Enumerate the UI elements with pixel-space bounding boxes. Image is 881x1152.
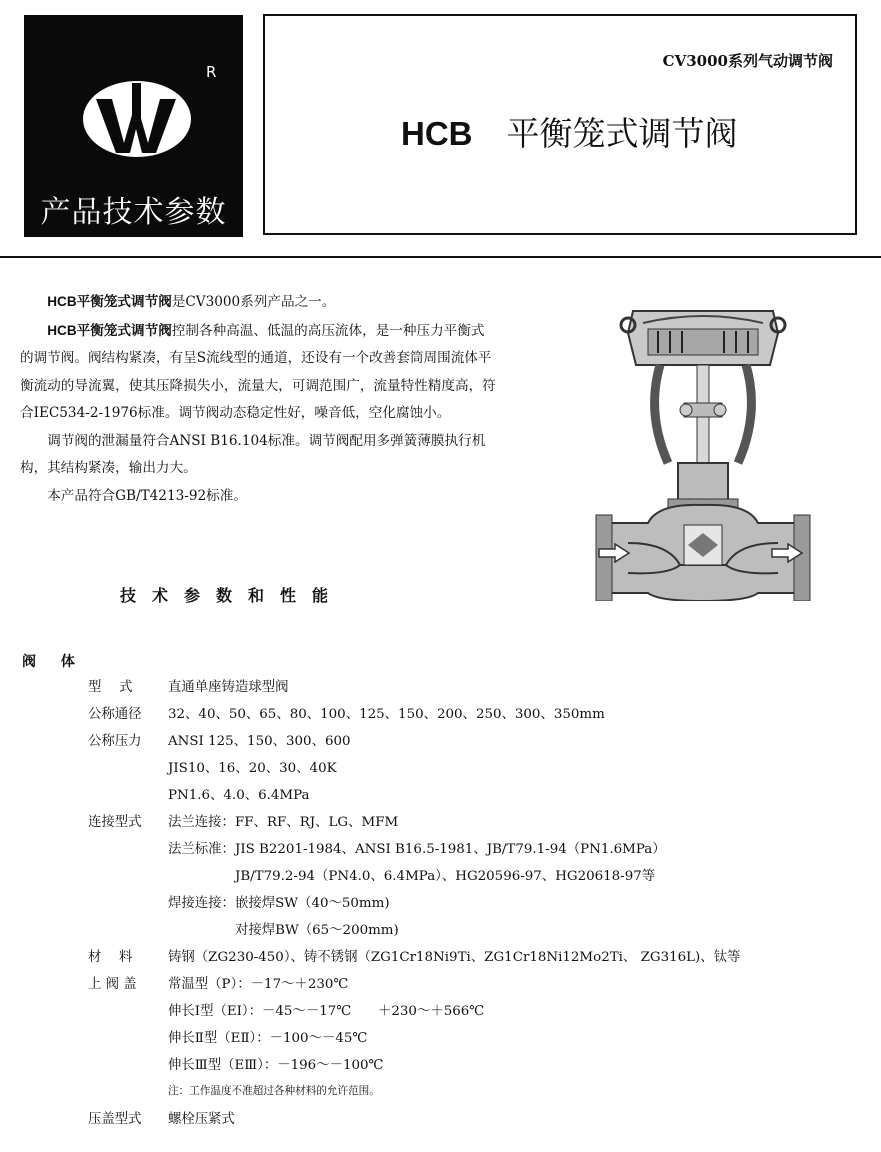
spec-row — [88, 699, 740, 726]
product-name: HCB平衡笼式调节阀 — [47, 322, 172, 338]
series-label: CV3000系列气动调节阀 — [662, 52, 833, 70]
spec-value: 焊接连接：嵌接焊SW（40～50mm) — [168, 896, 390, 911]
spec-row — [88, 915, 740, 942]
page-title — [401, 108, 738, 155]
spec-value: 32、40、50、65、80、100、125、150、200、250、300、350mm — [168, 707, 605, 722]
intro-text-run: 控制各种高温、低温的高压流体，是一种压力平衡式的调节阀。阀结构紧凑，有呈S流线型的通道，还设有一个改善套筒周围流体平衡流动的导流翼，使其压降损失小，流量大，可调范围广，流量特性精度高，符合IEC534-2-1976标准。调节阀动态稳定性好，噪音低，空化腐蚀小。 — [20, 322, 496, 421]
flow-out-arrow-icon — [770, 543, 804, 563]
spec-value: 伸长Ⅱ型（EⅡ）：－100～－45℃ — [168, 1031, 368, 1046]
spec-label: 压盖型式 — [88, 1112, 142, 1127]
product-name: HCB平衡笼式调节阀 — [47, 294, 172, 309]
spec-value: 常温型（P）：－17～＋230℃ — [168, 977, 349, 992]
intro-paragraph: 调节阀的泄漏量符合ANSI B16.104标准。调节阀配用多弹簧薄膜执行机构，其结构紧凑，输出力大。 — [20, 432, 486, 476]
spec-value: JIS10、16、20、30、40K — [168, 761, 337, 776]
spec-row — [88, 672, 740, 699]
flow-in-arrow-icon — [597, 543, 631, 563]
registered-mark: R — [206, 63, 217, 81]
spec-row — [88, 726, 740, 753]
intro-paragraph: 本产品符合GB/T4213-92标准。 — [47, 487, 247, 504]
spec-row — [88, 1104, 740, 1131]
intro-text — [20, 288, 496, 510]
spec-row — [88, 969, 740, 996]
intro-paragraph — [20, 288, 496, 317]
spec-value: 法兰标准：JIS B2201-1984、ANSI B16.5-1981、JB/T79.1-94（PN1.6MPa） — [168, 842, 666, 857]
spec-row — [88, 1023, 740, 1050]
spec-row — [88, 888, 740, 915]
logo-emblem-icon — [82, 77, 192, 162]
intro-text-run: 是CV3000系列产品之一。 — [171, 294, 336, 310]
title-box — [263, 14, 857, 235]
spec-row — [88, 861, 740, 888]
spec-row — [88, 807, 740, 834]
spec-value: 直通单座铸造球型阀 — [168, 680, 289, 695]
title-name: 平衡笼式调节阀 — [506, 114, 738, 153]
spec-value: 铸钢（ZG230-450）、铸不锈钢（ZG1Cr18Ni9Ti、ZG1Cr18Ni12Mo2Ti、 ZG316L)、钛等 — [168, 950, 741, 965]
spec-value: 法兰连接：FF、RF、RJ、LG、MFM — [168, 815, 399, 830]
spec-value: ANSI 125、150、300、600 — [168, 734, 351, 749]
spec-label: 上 阀 盖 — [88, 977, 137, 992]
spec-value: 对接焊BW（65～200mm) — [168, 923, 399, 938]
spec-row — [88, 834, 740, 861]
spec-row — [88, 942, 740, 969]
intro-paragraph — [20, 317, 496, 428]
spec-value: PN1.6、4.0、6.4MPa — [168, 788, 310, 803]
spec-row — [88, 753, 740, 780]
brand-logo — [24, 15, 243, 237]
spec-value: 注：工作温度不准超过各种材料的允许范围。 — [168, 1085, 380, 1097]
spec-row — [88, 996, 740, 1023]
spec-row — [88, 780, 740, 807]
logo-caption: 产品技术参数 — [40, 195, 227, 230]
title-model: HCB — [401, 115, 473, 152]
spec-value: 伸长Ⅰ型（EⅠ）：－45～－17℃ ＋230～＋566℃ — [168, 1004, 485, 1019]
spec-value: JB/T79.2-94（PN4.0、6.4MPa）、HG20596-97、HG20618-97等 — [168, 869, 656, 884]
header-divider — [0, 256, 881, 258]
spec-label: 连接型式 — [88, 815, 142, 830]
spec-label: 公称压力 — [88, 734, 142, 749]
spec-row — [88, 1077, 740, 1104]
spec-value: 螺栓压紧式 — [168, 1112, 235, 1127]
spec-list — [88, 672, 740, 1131]
spec-value: 伸长Ⅲ型（EⅢ）：－196～－100℃ — [168, 1058, 384, 1073]
spec-row — [88, 1050, 740, 1077]
section-title: 技术参数和性能 — [120, 586, 345, 605]
spec-label: 公称通径 — [88, 707, 142, 722]
spec-label: 型 式 — [88, 680, 133, 695]
spec-label: 材 料 — [88, 950, 133, 965]
valve-body-heading: 阀 体 — [22, 654, 85, 670]
